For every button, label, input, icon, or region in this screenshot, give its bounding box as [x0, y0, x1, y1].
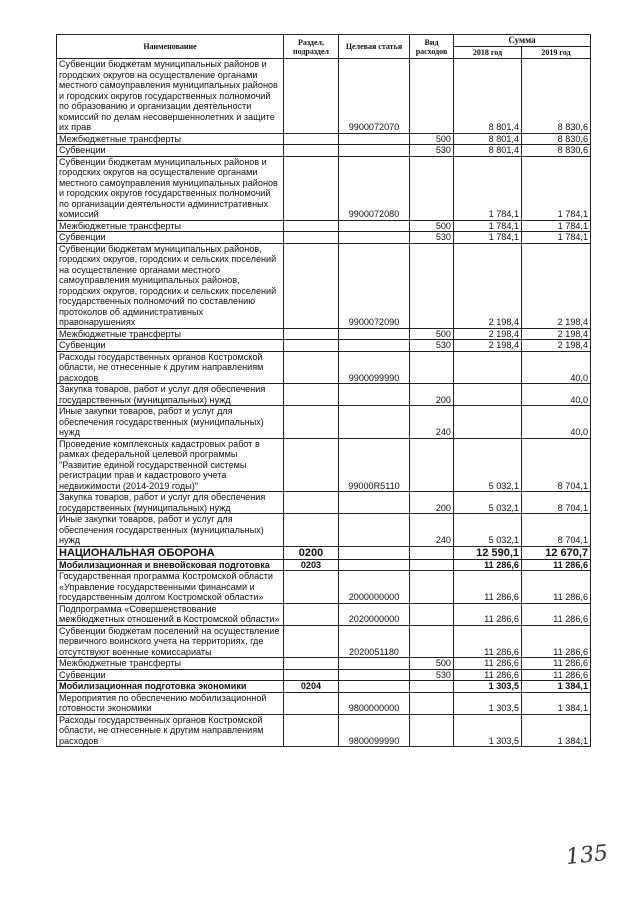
cell-section	[284, 514, 339, 547]
header-sum: Сумма	[454, 35, 591, 47]
cell-target	[339, 340, 410, 352]
cell-2019: 12 670,7	[522, 546, 591, 559]
cell-2019: 11 286,6	[522, 603, 591, 625]
cell-target	[339, 658, 410, 670]
cell-name: Субвенции	[57, 232, 284, 244]
cell-name: Иные закупки товаров, работ и услуг для обеспечения государственных (муниципальных) нужд	[57, 514, 284, 547]
cell-name: НАЦИОНАЛЬНАЯ ОБОРОНА	[57, 546, 284, 559]
cell-target: 9900072080	[339, 156, 410, 220]
cell-name: Субвенции	[57, 145, 284, 157]
cell-target	[339, 514, 410, 547]
cell-2018	[454, 351, 522, 384]
header-year-2019: 2019 год	[522, 47, 591, 59]
cell-name: Субвенции бюджетам муниципальных районов и городских округов на осуществление органами местного самоуправления муниципальных районов и городских округов государственных полномочий по организации деятельности административных комиссий	[57, 156, 284, 220]
cell-name: Закупка товаров, работ и услуг для обеспечения государственных (муниципальных) нужд	[57, 384, 284, 406]
cell-name: Расходы государственных органов Костромской области, не отнесенные к другим направлениям расходов	[57, 714, 284, 747]
cell-2018: 1 303,5	[454, 681, 522, 693]
cell-2019: 1 384,1	[522, 714, 591, 747]
cell-expense-type	[410, 559, 454, 571]
cell-target	[339, 220, 410, 232]
cell-expense-type	[410, 681, 454, 693]
cell-2019: 1 384,1	[522, 681, 591, 693]
table-row	[57, 514, 591, 547]
cell-section	[284, 133, 339, 145]
table-row	[57, 384, 591, 406]
cell-section	[284, 328, 339, 340]
cell-target	[339, 669, 410, 681]
cell-target	[339, 145, 410, 157]
cell-2019: 11 286,6	[522, 559, 591, 571]
header-target: Целевая статья	[339, 35, 410, 59]
cell-target: 9900072070	[339, 59, 410, 134]
cell-2018: 11 286,6	[454, 669, 522, 681]
cell-target	[339, 559, 410, 571]
cell-section	[284, 340, 339, 352]
cell-section	[284, 351, 339, 384]
table-row	[57, 328, 591, 340]
cell-expense-type: 530	[410, 340, 454, 352]
cell-2019: 1 384,1	[522, 692, 591, 714]
cell-name: Закупка товаров, работ и услуг для обеспечения государственных (муниципальных) нужд	[57, 492, 284, 514]
cell-2019: 11 286,6	[522, 571, 591, 604]
cell-section: 0204	[284, 681, 339, 693]
cell-expense-type: 530	[410, 669, 454, 681]
cell-name: Субвенции	[57, 340, 284, 352]
table-row	[57, 220, 591, 232]
table-row	[57, 492, 591, 514]
cell-expense-type: 200	[410, 384, 454, 406]
cell-2018: 1 784,1	[454, 232, 522, 244]
cell-section	[284, 492, 339, 514]
table-body	[57, 59, 591, 747]
cell-name: Расходы государственных органов Костромской области, не отнесенные к другим направлениям расходов	[57, 351, 284, 384]
cell-2018: 11 286,6	[454, 571, 522, 604]
cell-expense-type: 200	[410, 492, 454, 514]
table-row	[57, 243, 591, 328]
table-row	[57, 156, 591, 220]
cell-2019: 1 784,1	[522, 156, 591, 220]
cell-2019: 1 784,1	[522, 232, 591, 244]
cell-name: Иные закупки товаров, работ и услуг для обеспечения государственных (муниципальных) нужд	[57, 406, 284, 439]
header-expense-type: Вид расходов	[410, 35, 454, 59]
cell-expense-type: 500	[410, 328, 454, 340]
cell-target: 2020000000	[339, 603, 410, 625]
cell-2019: 8 704,1	[522, 514, 591, 547]
cell-section	[284, 571, 339, 604]
cell-2018: 12 590,1	[454, 546, 522, 559]
table-row	[57, 681, 591, 693]
cell-name: Субвенции бюджетам муниципальных районов и городских округов на осуществление органами местного самоуправления муниципальных районов и городских округов государственных полномочий по образованию и организации деятельности комиссий по делам несовершеннолетних и защите их прав	[57, 59, 284, 134]
cell-section	[284, 243, 339, 328]
cell-2018: 2 198,4	[454, 340, 522, 352]
cell-expense-type	[410, 603, 454, 625]
cell-target	[339, 546, 410, 559]
cell-2018: 1 303,5	[454, 714, 522, 747]
cell-section	[284, 625, 339, 658]
cell-section	[284, 145, 339, 157]
cell-target	[339, 406, 410, 439]
cell-target: 2000000000	[339, 571, 410, 604]
cell-target	[339, 328, 410, 340]
cell-2019: 8 830,6	[522, 59, 591, 134]
cell-expense-type: 500	[410, 133, 454, 145]
cell-2018: 5 032,1	[454, 492, 522, 514]
table-row	[57, 340, 591, 352]
cell-2018: 8 801,4	[454, 59, 522, 134]
cell-2018: 2 198,4	[454, 243, 522, 328]
cell-name: Субвенции	[57, 669, 284, 681]
cell-2019: 40,0	[522, 351, 591, 384]
cell-target: 2020051180	[339, 625, 410, 658]
cell-2018: 8 801,4	[454, 145, 522, 157]
cell-2018: 11 286,6	[454, 658, 522, 670]
cell-2018: 11 286,6	[454, 603, 522, 625]
cell-expense-type	[410, 438, 454, 492]
cell-section	[284, 714, 339, 747]
cell-2019: 8 704,1	[522, 438, 591, 492]
cell-2019: 40,0	[522, 384, 591, 406]
cell-expense-type	[410, 571, 454, 604]
cell-name: Мероприятия по обеспечению мобилизационной готовности экономики	[57, 692, 284, 714]
cell-section	[284, 692, 339, 714]
cell-section: 0200	[284, 546, 339, 559]
cell-2018	[454, 406, 522, 439]
cell-expense-type: 240	[410, 406, 454, 439]
cell-name: Субвенции бюджетам поселений на осуществление первичного воинского учета на территориях, где отсутствуют военные комиссариаты	[57, 625, 284, 658]
table-row	[57, 658, 591, 670]
cell-expense-type	[410, 351, 454, 384]
table-row	[57, 406, 591, 439]
cell-2019: 8 830,6	[522, 133, 591, 145]
cell-2018: 11 286,6	[454, 625, 522, 658]
cell-expense-type	[410, 243, 454, 328]
table-row	[57, 571, 591, 604]
table-row	[57, 625, 591, 658]
table-row	[57, 438, 591, 492]
table-row	[57, 669, 591, 681]
cell-name: Межбюджетные трансферты	[57, 220, 284, 232]
table-row	[57, 59, 591, 134]
cell-expense-type	[410, 714, 454, 747]
cell-name: Мобилизационная и вневойсковая подготовка	[57, 559, 284, 571]
cell-2019: 11 286,6	[522, 625, 591, 658]
cell-section	[284, 232, 339, 244]
cell-2018: 1 784,1	[454, 156, 522, 220]
page-number: 135	[564, 840, 610, 871]
cell-2018: 1 784,1	[454, 220, 522, 232]
cell-target: 9800000000	[339, 692, 410, 714]
cell-section	[284, 406, 339, 439]
cell-expense-type: 530	[410, 145, 454, 157]
cell-name: Проведение комплексных кадастровых работ в рамках федеральной целевой программы "Развитие единой государственной системы регистрации прав и кадастрового учета недвижимости (2014-2019 годы)"	[57, 438, 284, 492]
cell-expense-type	[410, 692, 454, 714]
cell-section	[284, 669, 339, 681]
cell-name: Субвенции бюджетам муниципальных районов, городских округов, городских и сельских поселений на осуществление органами местного самоуправления муниципальных районов, городских округов, городских и сельских поселений государственных полномочий по составлению протоколов об административных правонарушениях	[57, 243, 284, 328]
table-row	[57, 145, 591, 157]
header-section: Раздел, подраздел	[284, 35, 339, 59]
header-year-2018: 2018 год	[454, 47, 522, 59]
budget-table	[56, 34, 591, 747]
cell-target: 9800099990	[339, 714, 410, 747]
cell-target: 9900072090	[339, 243, 410, 328]
cell-name: Подпрограмма «Совершенствование межбюджетных отношений в Костромской области»	[57, 603, 284, 625]
cell-2019: 11 286,6	[522, 669, 591, 681]
cell-target: 99000R5110	[339, 438, 410, 492]
cell-section	[284, 603, 339, 625]
cell-name: Межбюджетные трансферты	[57, 328, 284, 340]
cell-2019: 8 830,6	[522, 145, 591, 157]
table-row	[57, 351, 591, 384]
cell-2018: 1 303,5	[454, 692, 522, 714]
budget-table-container	[56, 34, 590, 747]
cell-expense-type: 500	[410, 658, 454, 670]
cell-2018: 8 801,4	[454, 133, 522, 145]
cell-target: 9900099990	[339, 351, 410, 384]
table-row	[57, 692, 591, 714]
cell-2019: 2 198,4	[522, 340, 591, 352]
cell-2018: 5 032,1	[454, 438, 522, 492]
cell-section	[284, 438, 339, 492]
cell-2019: 8 704,1	[522, 492, 591, 514]
table-row	[57, 603, 591, 625]
cell-name: Межбюджетные трансферты	[57, 133, 284, 145]
cell-section	[284, 59, 339, 134]
cell-2018: 5 032,1	[454, 514, 522, 547]
header-name: Наименование	[57, 35, 284, 59]
table-row	[57, 133, 591, 145]
cell-section: 0203	[284, 559, 339, 571]
cell-2019: 2 198,4	[522, 243, 591, 328]
cell-2019: 1 784,1	[522, 220, 591, 232]
cell-name: Мобилизационная подготовка экономики	[57, 681, 284, 693]
cell-section	[284, 384, 339, 406]
table-row	[57, 546, 591, 559]
cell-expense-type	[410, 59, 454, 134]
cell-target	[339, 133, 410, 145]
cell-expense-type	[410, 546, 454, 559]
cell-target	[339, 384, 410, 406]
cell-expense-type: 240	[410, 514, 454, 547]
cell-expense-type	[410, 625, 454, 658]
cell-name: Государственная программа Костромской области «Управление государственными финансами и государственным долгом Костромской области»	[57, 571, 284, 604]
table-row	[57, 559, 591, 571]
cell-2018: 11 286,6	[454, 559, 522, 571]
cell-target	[339, 681, 410, 693]
cell-2018	[454, 384, 522, 406]
table-row	[57, 232, 591, 244]
cell-2019: 2 198,4	[522, 328, 591, 340]
cell-section	[284, 220, 339, 232]
cell-target	[339, 492, 410, 514]
cell-expense-type	[410, 156, 454, 220]
cell-section	[284, 658, 339, 670]
table-row	[57, 714, 591, 747]
cell-2019: 40,0	[522, 406, 591, 439]
cell-expense-type: 500	[410, 220, 454, 232]
cell-expense-type: 530	[410, 232, 454, 244]
cell-2018: 2 198,4	[454, 328, 522, 340]
cell-name: Межбюджетные трансферты	[57, 658, 284, 670]
cell-section	[284, 156, 339, 220]
cell-2019: 11 286,6	[522, 658, 591, 670]
cell-target	[339, 232, 410, 244]
